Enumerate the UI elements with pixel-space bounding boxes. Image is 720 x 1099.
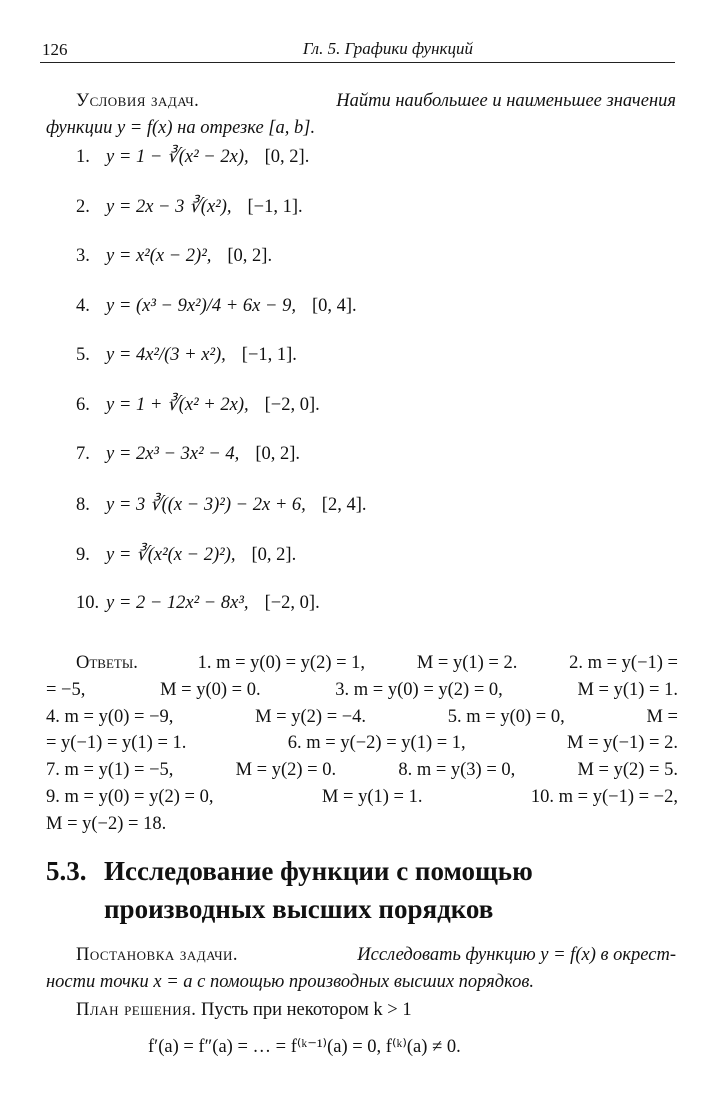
problem-interval: [0, 2]. <box>227 246 273 266</box>
conditions-label: Условия задач. <box>76 91 200 111</box>
problem-interval: [0, 2]. <box>251 545 297 565</box>
problem-number: 10. <box>76 593 100 613</box>
plan-label: План решения. <box>76 1000 197 1020</box>
problem-number: 3. <box>76 246 90 266</box>
statement-line-1 <box>46 942 676 969</box>
problem-interval: [−2, 0]. <box>264 593 320 613</box>
problem-formula: y = x²(x − 2)², <box>106 246 212 266</box>
answer-segment: 10. m = y(−1) = −2, <box>530 786 678 807</box>
problem-number: 1. <box>76 147 90 167</box>
plan-text: Пусть при некотором k > 1 <box>201 1000 412 1020</box>
answers-line <box>46 730 678 757</box>
problem-number: 2. <box>76 197 90 217</box>
problem-statement <box>46 942 676 996</box>
problem-item <box>76 544 296 566</box>
answer-segment: 8. m = y(3) = 0, <box>398 760 516 781</box>
problem-interval: [2, 4]. <box>321 495 367 515</box>
problem-item <box>76 394 320 416</box>
answer-segment: = −5, <box>46 679 86 700</box>
problem-interval: [−1, 1]. <box>241 345 297 365</box>
conditions-text-line-2: функции y = f(x) на отрезке [a, b]. <box>46 118 316 138</box>
problem-item <box>76 494 367 516</box>
display-formula: f′(a) = f″(a) = … = f⁽ᵏ⁻¹⁾(a) = 0, f⁽ᵏ⁾(a) ≠ 0. <box>148 1037 461 1057</box>
section-title-line-1: Исследование функции с помощью <box>104 856 533 886</box>
answer-segment: M = y(−1) = 2. <box>567 733 678 754</box>
answer-segment: M = y(1) = 1. <box>577 679 678 700</box>
problem-number: 9. <box>76 545 90 565</box>
problem-formula: y = 1 − ∛(x² − 2x), <box>106 147 249 167</box>
answer-segment: 5. m = y(0) = 0, <box>447 706 565 727</box>
answers-line <box>46 704 678 731</box>
answer-segment: 1. m = y(0) = y(2) = 1, <box>197 653 366 673</box>
problem-formula: y = 1 + ∛(x² + 2x), <box>106 395 249 415</box>
problem-formula: y = 2 − 12x² − 8x³, <box>106 593 249 613</box>
problem-item <box>76 345 297 366</box>
problem-number: 4. <box>76 296 90 316</box>
answer-segment: 3. m = y(0) = y(2) = 0, <box>335 679 503 700</box>
problem-item <box>76 593 320 614</box>
chapter-title: Гл. 5. Графики функций <box>302 39 473 58</box>
answers-line <box>46 677 678 704</box>
problem-item <box>76 146 309 168</box>
answer-segment: 9. m = y(0) = y(2) = 0, <box>46 786 214 807</box>
answer-segment: = y(−1) = y(1) = 1. <box>46 733 187 754</box>
answer-segment: 2. m = y(−1) = <box>569 653 678 673</box>
answer-segment: M = <box>646 706 678 727</box>
problem-interval: [0, 2]. <box>255 444 301 464</box>
conditions-line-1 <box>46 88 676 115</box>
answer-segment: M = y(2) = −4. <box>255 706 367 727</box>
section-number: 5.3. <box>46 856 87 886</box>
problem-number: 8. <box>76 495 90 515</box>
problem-item <box>76 196 303 218</box>
statement-text-line-2: ности точки x = a с помощью производных высших порядков. <box>46 972 534 992</box>
section-heading <box>46 852 686 928</box>
section-title-line-2: производных высших порядков <box>104 894 494 924</box>
problem-interval: [−2, 0]. <box>264 395 320 415</box>
answer-segment: 6. m = y(−2) = y(1) = 1, <box>287 733 466 754</box>
page-number: 126 <box>42 40 68 59</box>
answers-line <box>46 784 678 811</box>
problem-formula: y = 2x − 3 ∛(x²), <box>106 197 232 217</box>
problem-formula: y = 4x²/(3 + x²), <box>106 345 226 365</box>
answer-segment: 4. m = y(0) = −9, <box>46 706 174 727</box>
answer-segment: M = y(1) = 1. <box>321 786 423 807</box>
problem-formula: y = ∛(x²(x − 2)²), <box>106 545 236 565</box>
solution-plan <box>76 1000 412 1021</box>
answers-line <box>46 811 678 838</box>
answers-line <box>46 757 678 784</box>
problem-interval: [0, 4]. <box>311 296 357 316</box>
answer-segment: M = y(1) = 2. <box>416 653 518 673</box>
problem-formula: y = 3 ∛((x − 3)²) − 2x + 6, <box>106 495 306 515</box>
statement-label: Постановка задачи. <box>76 945 239 965</box>
problem-item <box>76 296 357 317</box>
problem-interval: [−1, 1]. <box>247 197 303 217</box>
problem-conditions <box>46 88 676 142</box>
answers-line <box>46 650 678 677</box>
answer-segment: M = y(2) = 5. <box>577 760 678 781</box>
problem-interval: [0, 2]. <box>264 147 310 167</box>
problem-formula: y = 2x³ − 3x² − 4, <box>106 444 240 464</box>
problem-formula: y = (x³ − 9x²)/4 + 6x − 9, <box>106 296 296 316</box>
answer-segment: M = y(2) = 0. <box>235 760 337 781</box>
answer-segment: M = y(−2) = 18. <box>46 813 167 834</box>
conditions-text-line-1: Найти наибольшее и наименьшее значения <box>336 91 676 111</box>
problem-number: 7. <box>76 444 90 464</box>
answer-segment: M = y(0) = 0. <box>160 679 261 700</box>
answers-label: Ответы. <box>76 653 138 673</box>
problem-number: 5. <box>76 345 90 365</box>
problem-number: 6. <box>76 395 90 415</box>
running-head <box>40 36 675 63</box>
problem-item <box>76 246 272 267</box>
statement-text-line-1: Исследовать функцию y = f(x) в окрест- <box>357 945 676 965</box>
problem-item <box>76 444 300 465</box>
answers-block <box>46 650 678 838</box>
answer-segment: 7. m = y(1) = −5, <box>46 760 174 781</box>
